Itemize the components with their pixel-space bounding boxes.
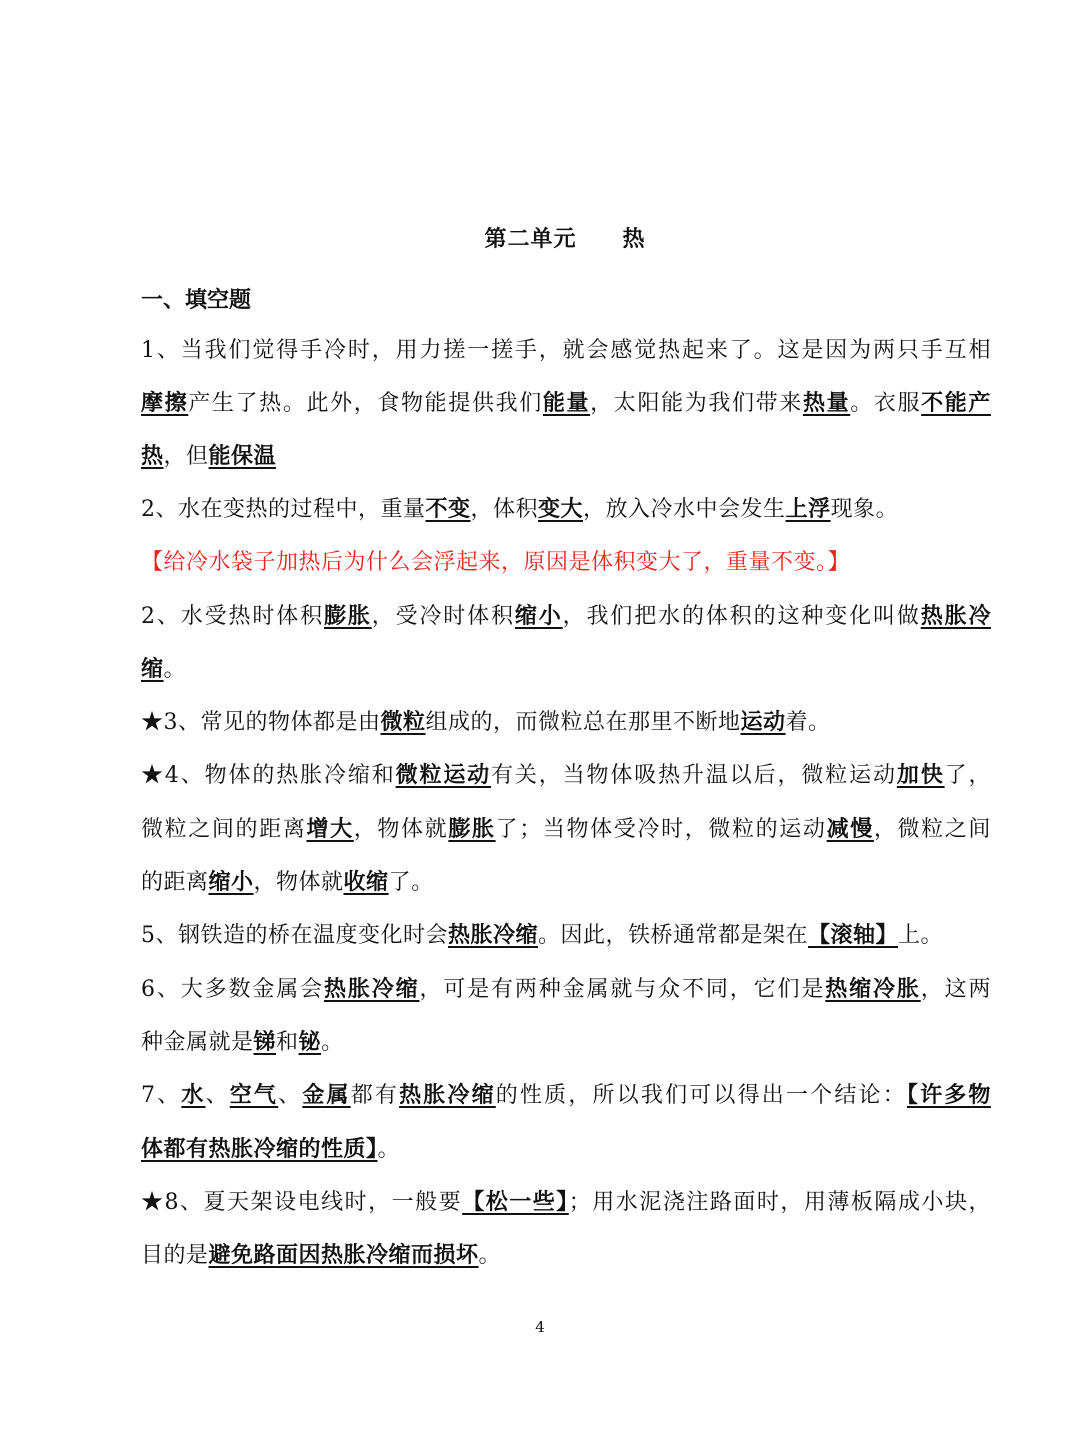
answer-blank: 热胀冷 [920, 604, 991, 629]
answer-blank: 缩小 [208, 870, 254, 895]
answer-blank: 体都有热胀冷缩的性质】 [141, 1137, 378, 1162]
answer-blank: 不变 [425, 497, 471, 522]
answer-blank: 微粒 [380, 710, 426, 735]
answer-blank: 摩擦 [141, 391, 189, 416]
answer-blank: 热胀冷缩 [323, 977, 420, 1002]
q8-line-1: ★8、夏天架设电线时，一般要【松一些】；用水泥浇注路面时，用薄板隔成小块， [141, 1190, 991, 1215]
answer-blank: 水 [181, 1083, 206, 1108]
answer-blank: 【许多物 [906, 1083, 991, 1108]
q2-red-note: 【给冷水袋子加热后为什么会浮起来，原因是体积变大了，重量不变。】 [141, 550, 851, 575]
answer-blank: 热胀冷缩 [399, 1083, 496, 1108]
q1-line-1: 1、当我们觉得手冷时，用力搓一搓手，就会感觉热起来了。这是因为两只手互相 [141, 338, 991, 363]
answer-blank: 运动 [740, 710, 786, 735]
q7-line-2: 体都有热胀冷缩的性质】。 [141, 1137, 401, 1162]
q4-line-2: 微粒之间的距离增大，物体就膨胀了；当物体受冷时，微粒的运动减慢，微粒之间 [141, 817, 991, 842]
unit-title: 第二单元 热 [484, 227, 646, 252]
q6-line-2: 种金属就是锑和铋。 [141, 1030, 344, 1055]
q2b-line-2: 缩。 [141, 657, 187, 682]
q2-line-1: 2、水在变热的过程中，重量不变，体积变大，放入冷水中会发生上浮现象。 [141, 497, 899, 522]
q2b-line-1: 2、水受热时体积膨胀，受冷时体积缩小，我们把水的体积的这种变化叫做热胀冷 [141, 604, 991, 629]
answer-blank: 热缩冷胀 [825, 977, 921, 1002]
q1-line-3: 热，但能保温 [141, 444, 277, 469]
answer-blank: 金属 [302, 1083, 351, 1108]
section-heading: 一、填空题 [141, 288, 252, 313]
q1-line-2: 摩擦产生了热。此外，食物能提供我们能量，太阳能为我们带来热量。衣服不能产 [141, 391, 991, 416]
q5-line-1: 5、钢铁造的桥在温度变化时会热胀冷缩。因此，铁桥通常都是架在【滚轴】上。 [141, 923, 944, 948]
answer-blank: 【松一些】 [462, 1190, 569, 1215]
q6-line-1: 6、大多数金属会热胀冷缩，可是有两种金属就与众不同，它们是热缩冷胀，这两 [141, 977, 991, 1002]
answer-blank: 能量 [542, 391, 591, 416]
answer-blank: 膨胀 [448, 817, 496, 842]
answer-blank: 热胀冷缩 [448, 923, 539, 948]
q4-line-1: ★4、物体的热胀冷缩和微粒运动有关，当物体吸热升温以后，微粒运动加快了， [141, 763, 991, 788]
answer-blank: 缩小 [514, 604, 563, 629]
answer-blank: 减慢 [826, 817, 874, 842]
answer-blank: 收缩 [343, 870, 389, 895]
q7-line-1: 7、水、空气、金属都有热胀冷缩的性质，所以我们可以得出一个结论：【许多物 [141, 1083, 991, 1108]
answer-blank: 【滚轴】 [808, 923, 899, 948]
q4-line-3: 的距离缩小，物体就收缩了。 [141, 870, 434, 895]
q8-line-2: 目的是避免路面因热胀冷缩而损坏。 [141, 1243, 502, 1268]
answer-blank: 避免路面因热胀冷缩而损坏 [208, 1243, 479, 1268]
answer-blank: 空气 [229, 1083, 279, 1108]
answer-blank: 膨胀 [323, 604, 372, 629]
answer-blank: 热量 [802, 391, 851, 416]
answer-blank: 锑 [253, 1030, 277, 1055]
answer-blank: 微粒运动 [395, 763, 492, 788]
answer-blank: 加快 [896, 763, 945, 788]
answer-blank: 铋 [298, 1030, 322, 1055]
answer-blank: 变大 [538, 497, 584, 522]
q3-line-1: ★3、常见的物体都是由微粒组成的，而微粒总在那里不断地运动着。 [141, 710, 831, 735]
answer-blank: 不能产 [921, 391, 991, 416]
answer-blank: 增大 [306, 817, 354, 842]
answer-blank: 上浮 [785, 497, 831, 522]
answer-blank: 缩 [141, 657, 164, 682]
answer-blank: 热 [141, 444, 164, 469]
page-number: 4 [535, 1318, 545, 1336]
answer-blank: 能保温 [208, 444, 277, 469]
